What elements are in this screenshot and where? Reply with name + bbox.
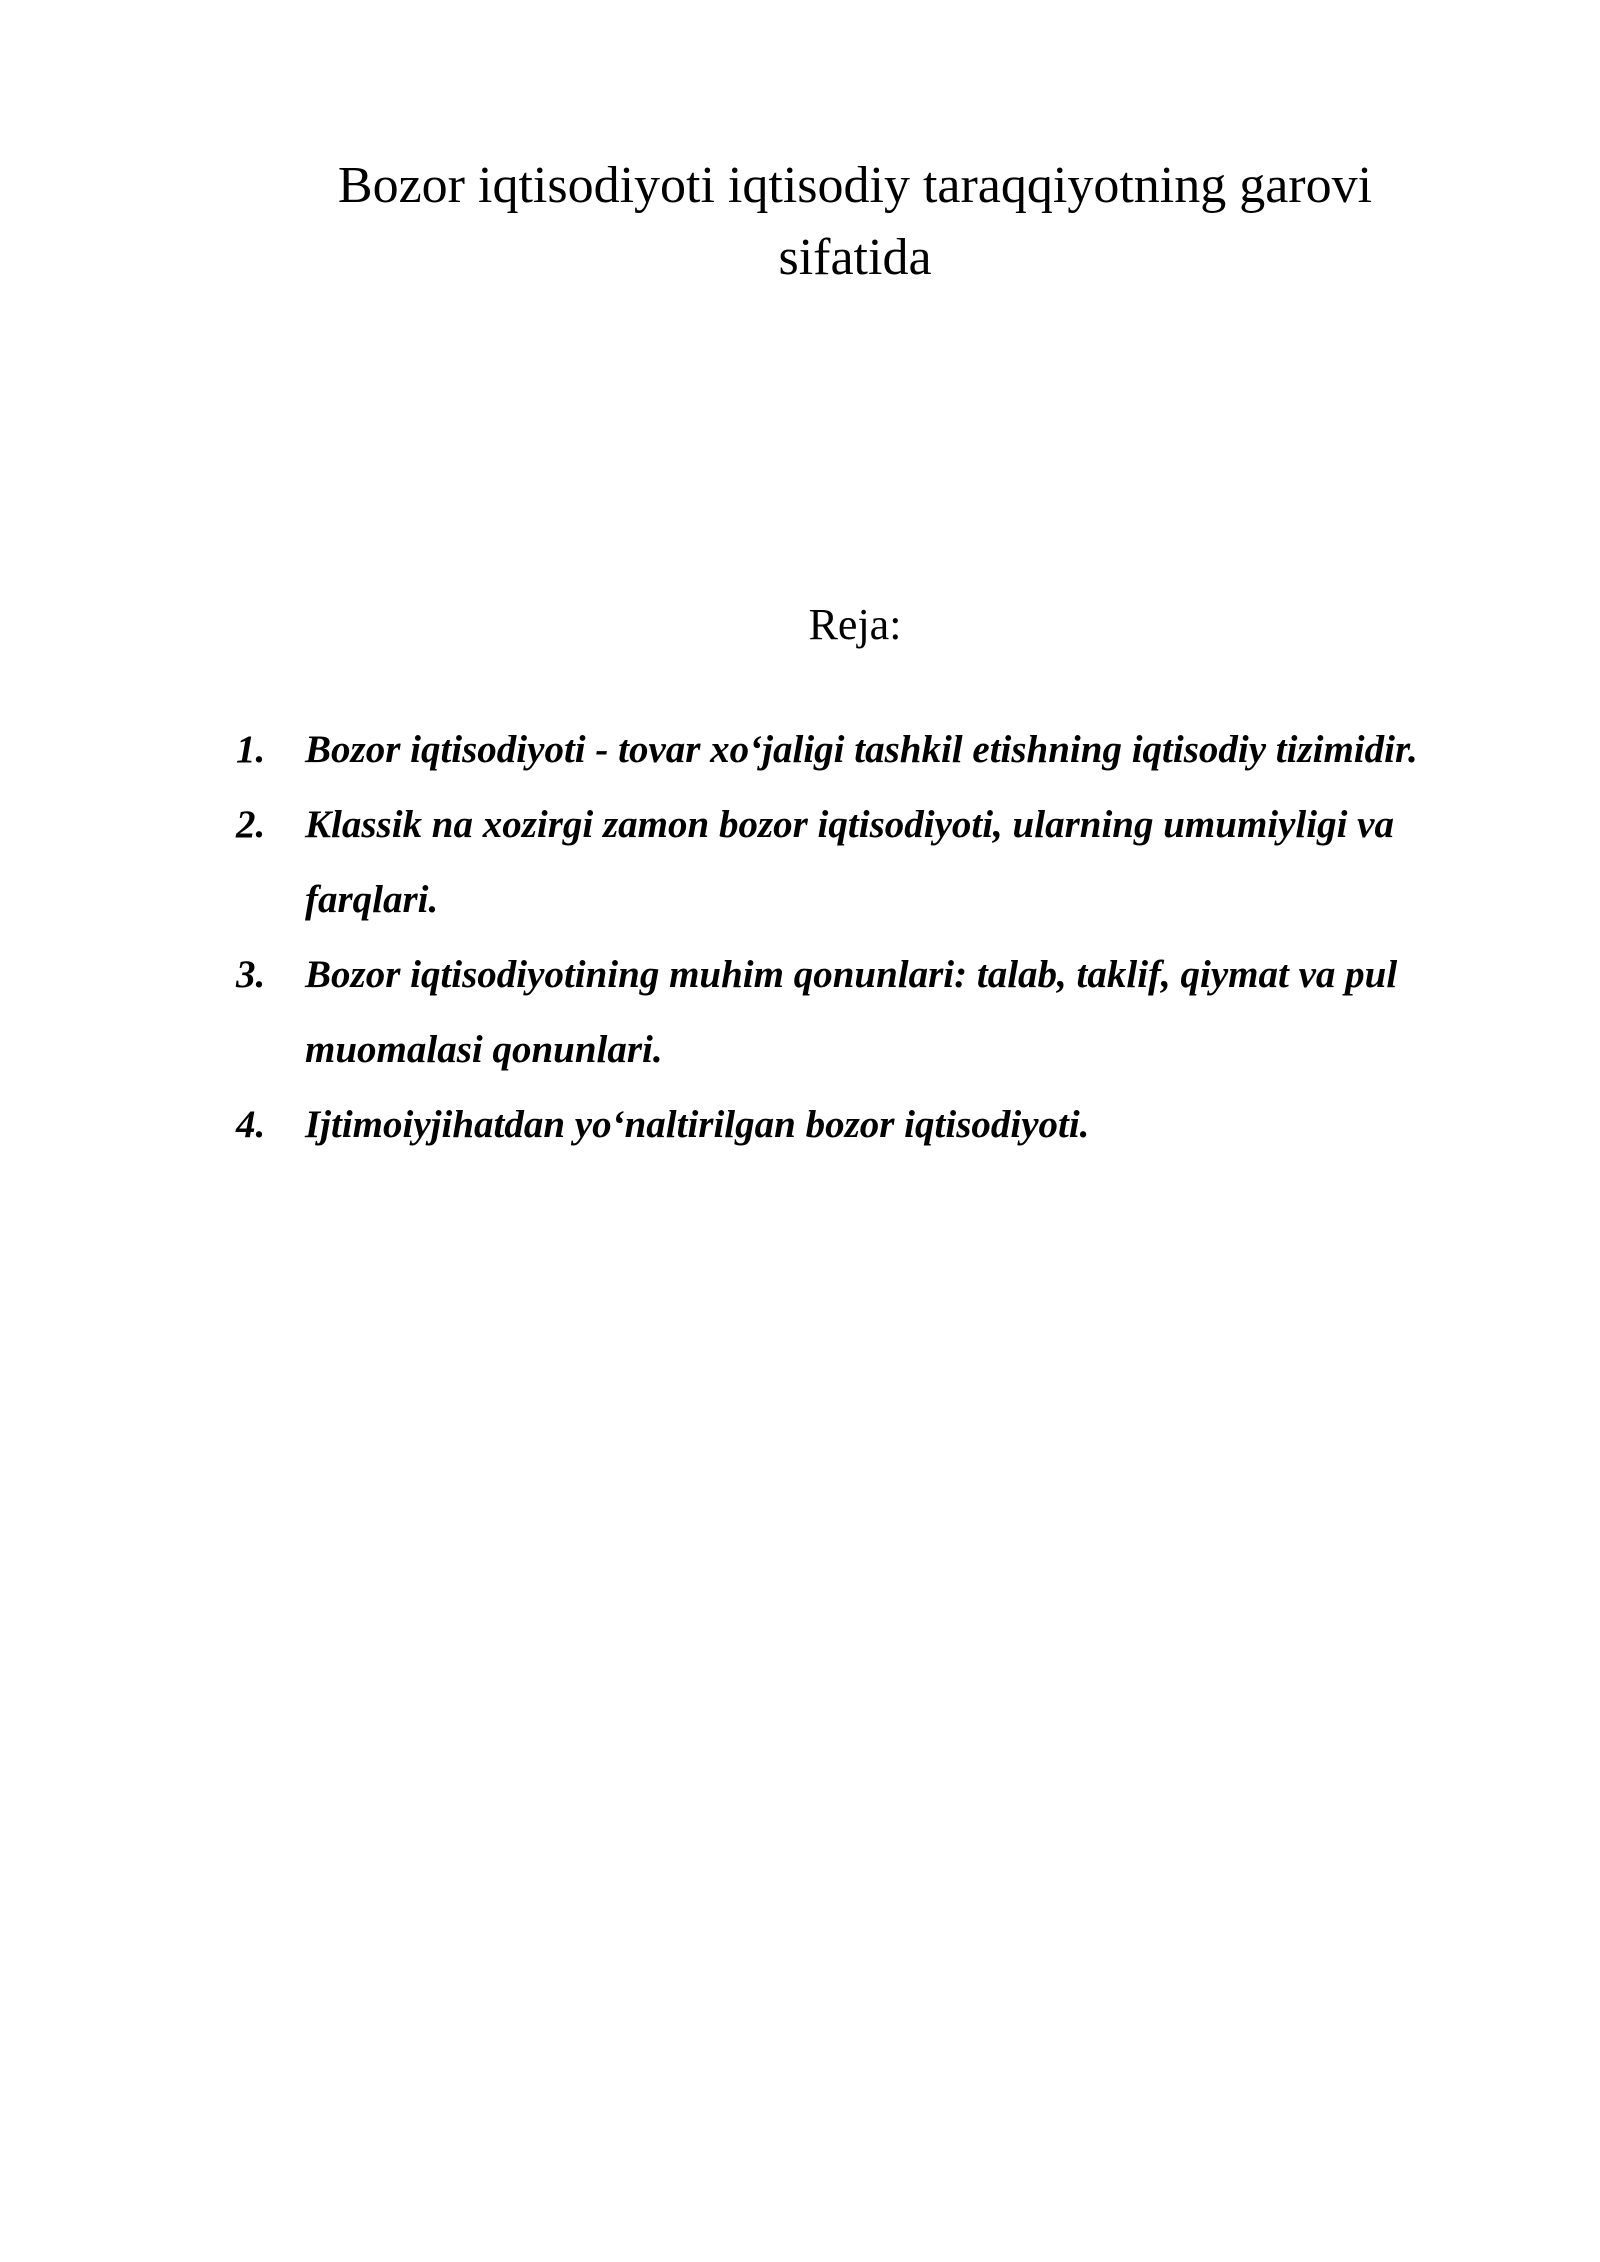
plan-item-text: Klassik na xozirgi zamon bozor iqtisodiyoti, ularning umumiyligi va farqlari. [305,803,1394,921]
plan-item-text: Bozor iqtisodiyotining muhim qonunlari: talab, taklif, qiymat va pul muomalasi qonunlari. [305,953,1398,1071]
plan-item [230,937,1490,1087]
document-title [0,150,1600,294]
document-title-line-1: Bozor iqtisodiyoti iqtisodiy taraqqiyotning garovi [337,157,1373,214]
plan-item-number: 1. [236,728,266,771]
plan-item-text: Ijtimoiyjihatdan yo‘naltirilgan bozor iqtisodiyoti. [305,1103,1090,1146]
plan-heading: Reja: [808,600,902,649]
plan-list [230,712,1490,1162]
document-title-line-2: sifatida [778,229,932,286]
plan-item [230,787,1490,937]
plan-item-number: 2. [236,803,266,846]
plan-item-text: Bozor iqtisodiyoti - tovar xo‘jaligi tashkil etishning iqtisodiy tizimidir. [305,728,1418,771]
plan-item-number: 4. [236,1103,266,1146]
plan-item [230,712,1490,787]
plan-item-number: 3. [236,953,266,996]
plan-item [230,1087,1490,1162]
